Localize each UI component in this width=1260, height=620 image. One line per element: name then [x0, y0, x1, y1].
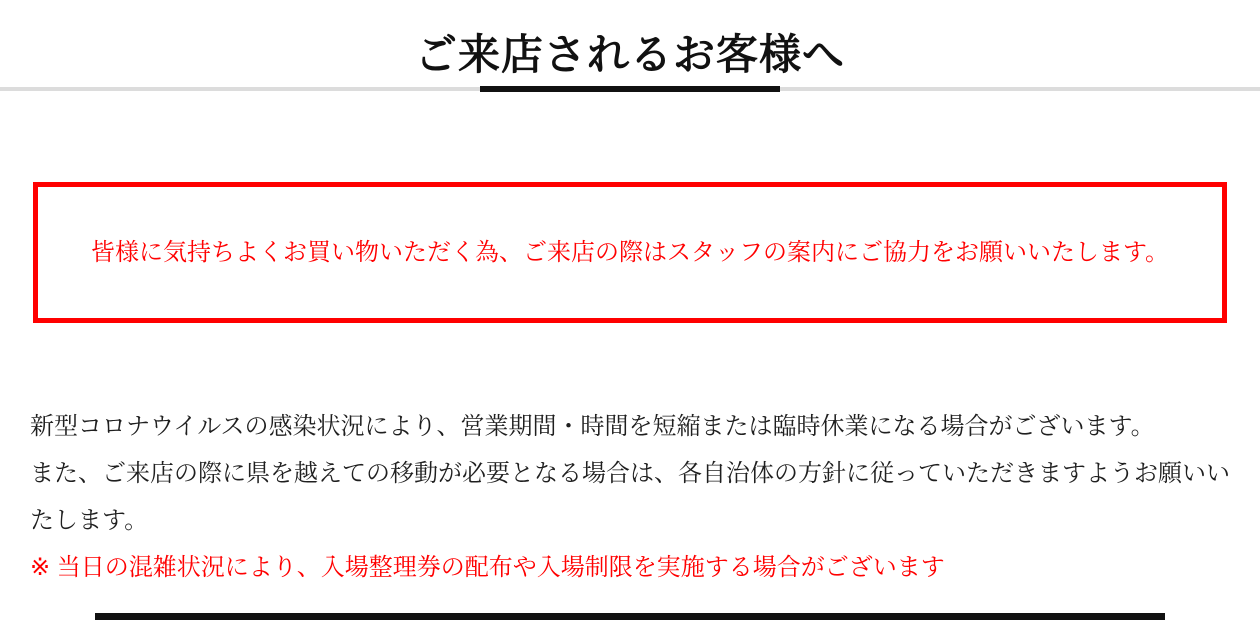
body-paragraph-2: また、ご来店の際に県を越えての移動が必要となる場合は、各自治体の方針に従っていただきますようお願いいたします。	[30, 460, 1230, 534]
title-underline-accent	[480, 86, 780, 92]
body-paragraph-1: 新型コロナウイルスの感染状況により、営業期間・時間を短縮または臨時休業になる場合がございます。	[30, 413, 1155, 440]
red-notice-text: 皆様に気持ちよくお買い物いただく為、ご来店の際はスタッフの案内にご協力をお願いいたします。	[90, 238, 1170, 266]
body-text-block	[30, 403, 1230, 591]
red-notice-box	[33, 182, 1227, 323]
page-header	[0, 0, 1260, 91]
page-title: ご来店されるお客様へ	[414, 31, 845, 78]
next-section-top-edge	[95, 613, 1165, 620]
caution-note: ※ 当日の混雑状況により、入場整理券の配布や入場制限を実施する場合がございます	[30, 554, 945, 581]
